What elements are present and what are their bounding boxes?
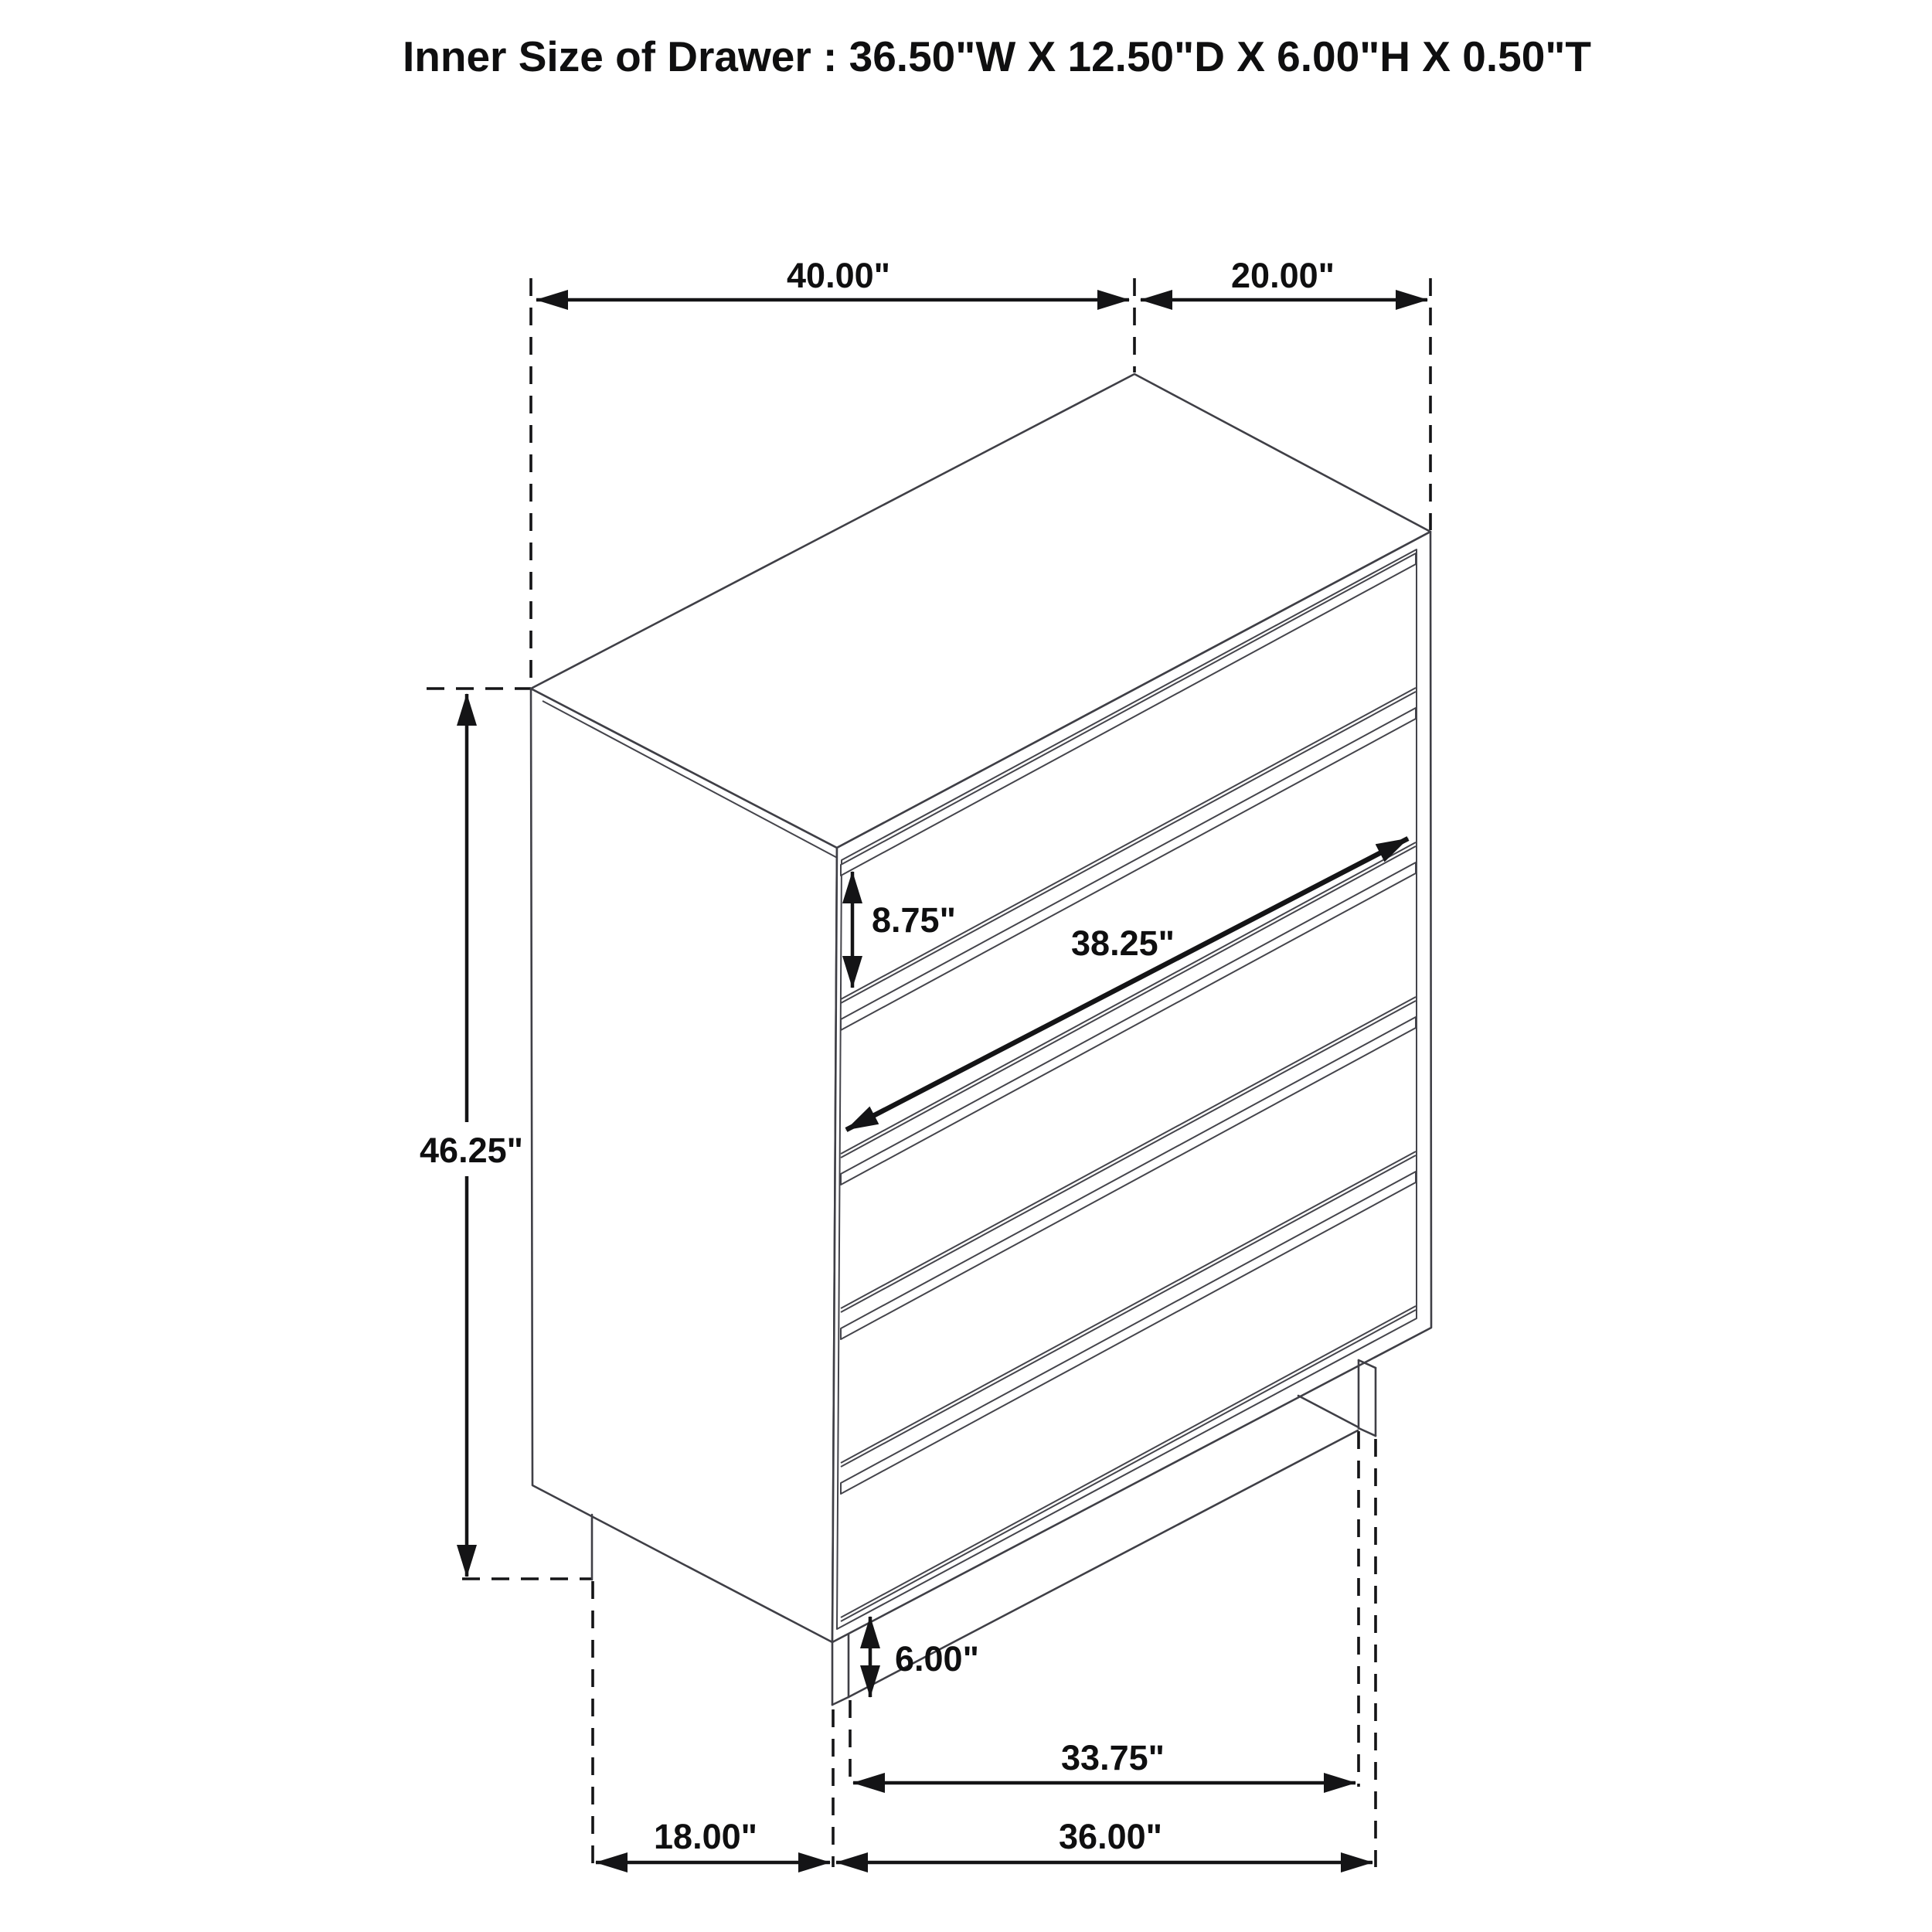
dim-label-base-side-depth: 18.00" xyxy=(654,1817,757,1856)
dim-label-drawer-width: 38.25" xyxy=(1071,923,1175,963)
dim-label-cabinet-height: 46.25" xyxy=(420,1131,523,1170)
dim-base-inner-width xyxy=(853,1738,1355,1783)
dim-base-side-depth xyxy=(596,1817,830,1862)
dim-label-drawer-height: 8.75" xyxy=(872,900,956,940)
dim-label-top-width: 40.00" xyxy=(787,256,890,295)
chest-side-panel xyxy=(531,689,837,1642)
dim-cabinet-height xyxy=(420,694,523,1577)
chest-drawing xyxy=(531,374,1431,1705)
dim-label-base-inner-width: 33.75" xyxy=(1061,1738,1165,1777)
dim-label-leg-height: 6.00" xyxy=(895,1639,979,1679)
dim-top-width xyxy=(536,256,1129,300)
dim-base-front-width xyxy=(836,1817,1372,1862)
plinth-right-floor-edge xyxy=(1298,1396,1359,1427)
dim-top-depth xyxy=(1141,256,1427,300)
dim-leg-height xyxy=(870,1617,979,1697)
dim-label-base-front-width: 36.00" xyxy=(1059,1817,1162,1856)
dim-label-top-depth: 20.00" xyxy=(1231,256,1335,295)
front-right-leg-bottom xyxy=(1359,1428,1376,1436)
page-title: Inner Size of Drawer : 36.50"W X 12.50"D X 6.00"H X 0.50"T xyxy=(403,32,1591,80)
front-left-leg-bottom xyxy=(832,1697,849,1705)
